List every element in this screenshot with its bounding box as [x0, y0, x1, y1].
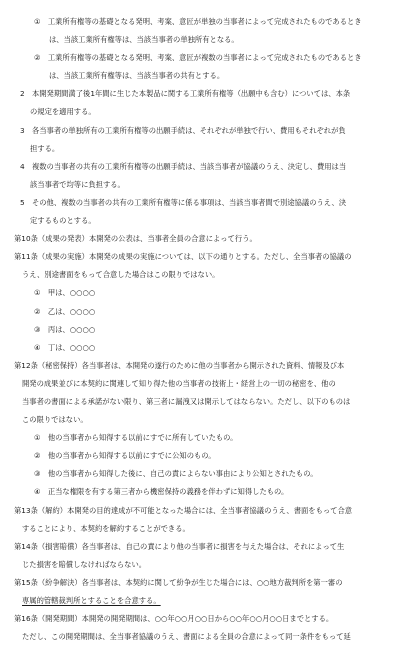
article-12: 第12条（秘密保持）各当事者は、本開発の遂行のために他の当事者から開示された資料、情報及び本	[14, 360, 345, 370]
article-16-cont: ただし、この開発期間は、全当事者協議のうえ、書面による全員の合意によって同一条件をもって延	[22, 632, 351, 642]
article-11-item-1: ① 甲は、○○○○	[34, 288, 96, 298]
article-11-item-4: ④ 丁は、○○○○	[34, 342, 96, 352]
article-11: 第11条（成果の実施）本開発の成果の実施については、以下の通りとする。ただし、全当事者の協議の	[14, 252, 352, 262]
clause-item-1: ① 工業所有権等の基礎となる発明、考案、意匠が単独の当事者によって完成されたものであるとき	[34, 17, 362, 26]
paragraph-3: 3 各当事者の単独所有の工業所有権等の出願手続は、それぞれが単独で行い、費用もそれぞれが負	[20, 125, 346, 135]
article-14: 第14条（損害賠償）各当事者は、自己の責により他の当事者に損害を与えた場合は、それによって生	[14, 541, 345, 551]
paragraph-3-cont: 担する。	[30, 143, 60, 153]
article-13: 第13条（解約）本開発の目的達成が不可能となった場合には、全当事者協議のうえ、書面をもって合意	[14, 505, 353, 515]
clause-item-1-cont: は、当該工業所有権等は、当該当事者の単独所有となる。	[49, 35, 239, 45]
article-12-item-4: ④ 正当な権限を有する第三者から機密保持の義務を伴わずに知得したもの。	[34, 487, 289, 497]
article-12-cont-1: 開発の成果並びに本契約に関連して知り得た他の当事者の技術上・経営上の一切の秘密を、他の	[22, 378, 336, 388]
paragraph-5-cont: 定するものとする。	[30, 216, 96, 226]
paragraph-5: 5 その他、複数の当事者の共有の工業所有権等に係る事項は、当該当事者間で別途協議のうえ、決	[20, 197, 347, 207]
article-11-item-2: ② 乙は、○○○○	[34, 306, 96, 316]
article-12-cont-3: この限りではない。	[22, 415, 88, 425]
article-11-item-3: ③ 丙は、○○○○	[34, 324, 96, 334]
paragraph-2-cont: の規定を適用する。	[30, 107, 96, 117]
article-12-cont-2: 当事者の書面による承諾がない限り、第三者に漏洩又は開示してはならない。ただし、以下のものは	[22, 396, 351, 406]
paragraph-2: 2 本開発期間満了後1年間に生じた本製品に関する工業所有権等（出願中も含む）については、本条	[20, 89, 351, 99]
article-13-cont: することにより、本契約を解約することができる。	[22, 523, 190, 533]
article-15-cont: 専属的管轄裁判所とすることを合意する。	[22, 596, 161, 605]
clause-item-2-cont: は、当該工業所有権等は、当該当事者の共有とする。	[49, 71, 225, 81]
document-body	[14, 13, 396, 646]
article-12-item-1: ① 他の当事者から知得する以前にすでに所有していたもの。	[34, 433, 238, 443]
article-12-item-2: ② 他の当事者から知得する以前にすでに公知のもの。	[34, 451, 216, 461]
article-14-cont: じた損害を賠償しなければならない。	[22, 559, 147, 569]
clause-item-2: ② 工業所有権等の基礎となる発明、考案、意匠が複数の当事者によって完成されたものであるとき	[34, 53, 362, 63]
article-10: 第10条（成果の発表）本開発の公表は、当事者全員の合意によって行う。	[14, 234, 257, 244]
article-11-cont: うえ、別途書面をもって合意した場合はこの限りではない。	[22, 270, 220, 280]
paragraph-4: 4 複数の当事者の共有の工業所有権等の出願手続は、当該当事者が協議のうえ、決定し、費用は当	[20, 161, 347, 171]
article-12-item-3: ③ 他の当事者から知得した後に、自己の責によらない事由により公知とされたもの。	[34, 469, 318, 479]
article-16: 第16条（開発期間）本開発の開発期間は、○○年○○月○○日から○○年○○月○○日までとする。	[14, 614, 334, 624]
paragraph-4-cont: 該当事者で均等に負担する。	[30, 179, 125, 189]
article-15: 第15条（紛争解決）各当事者は、本契約に関して紛争が生じた場合には、○○地方裁判所を第一審の	[14, 577, 343, 587]
